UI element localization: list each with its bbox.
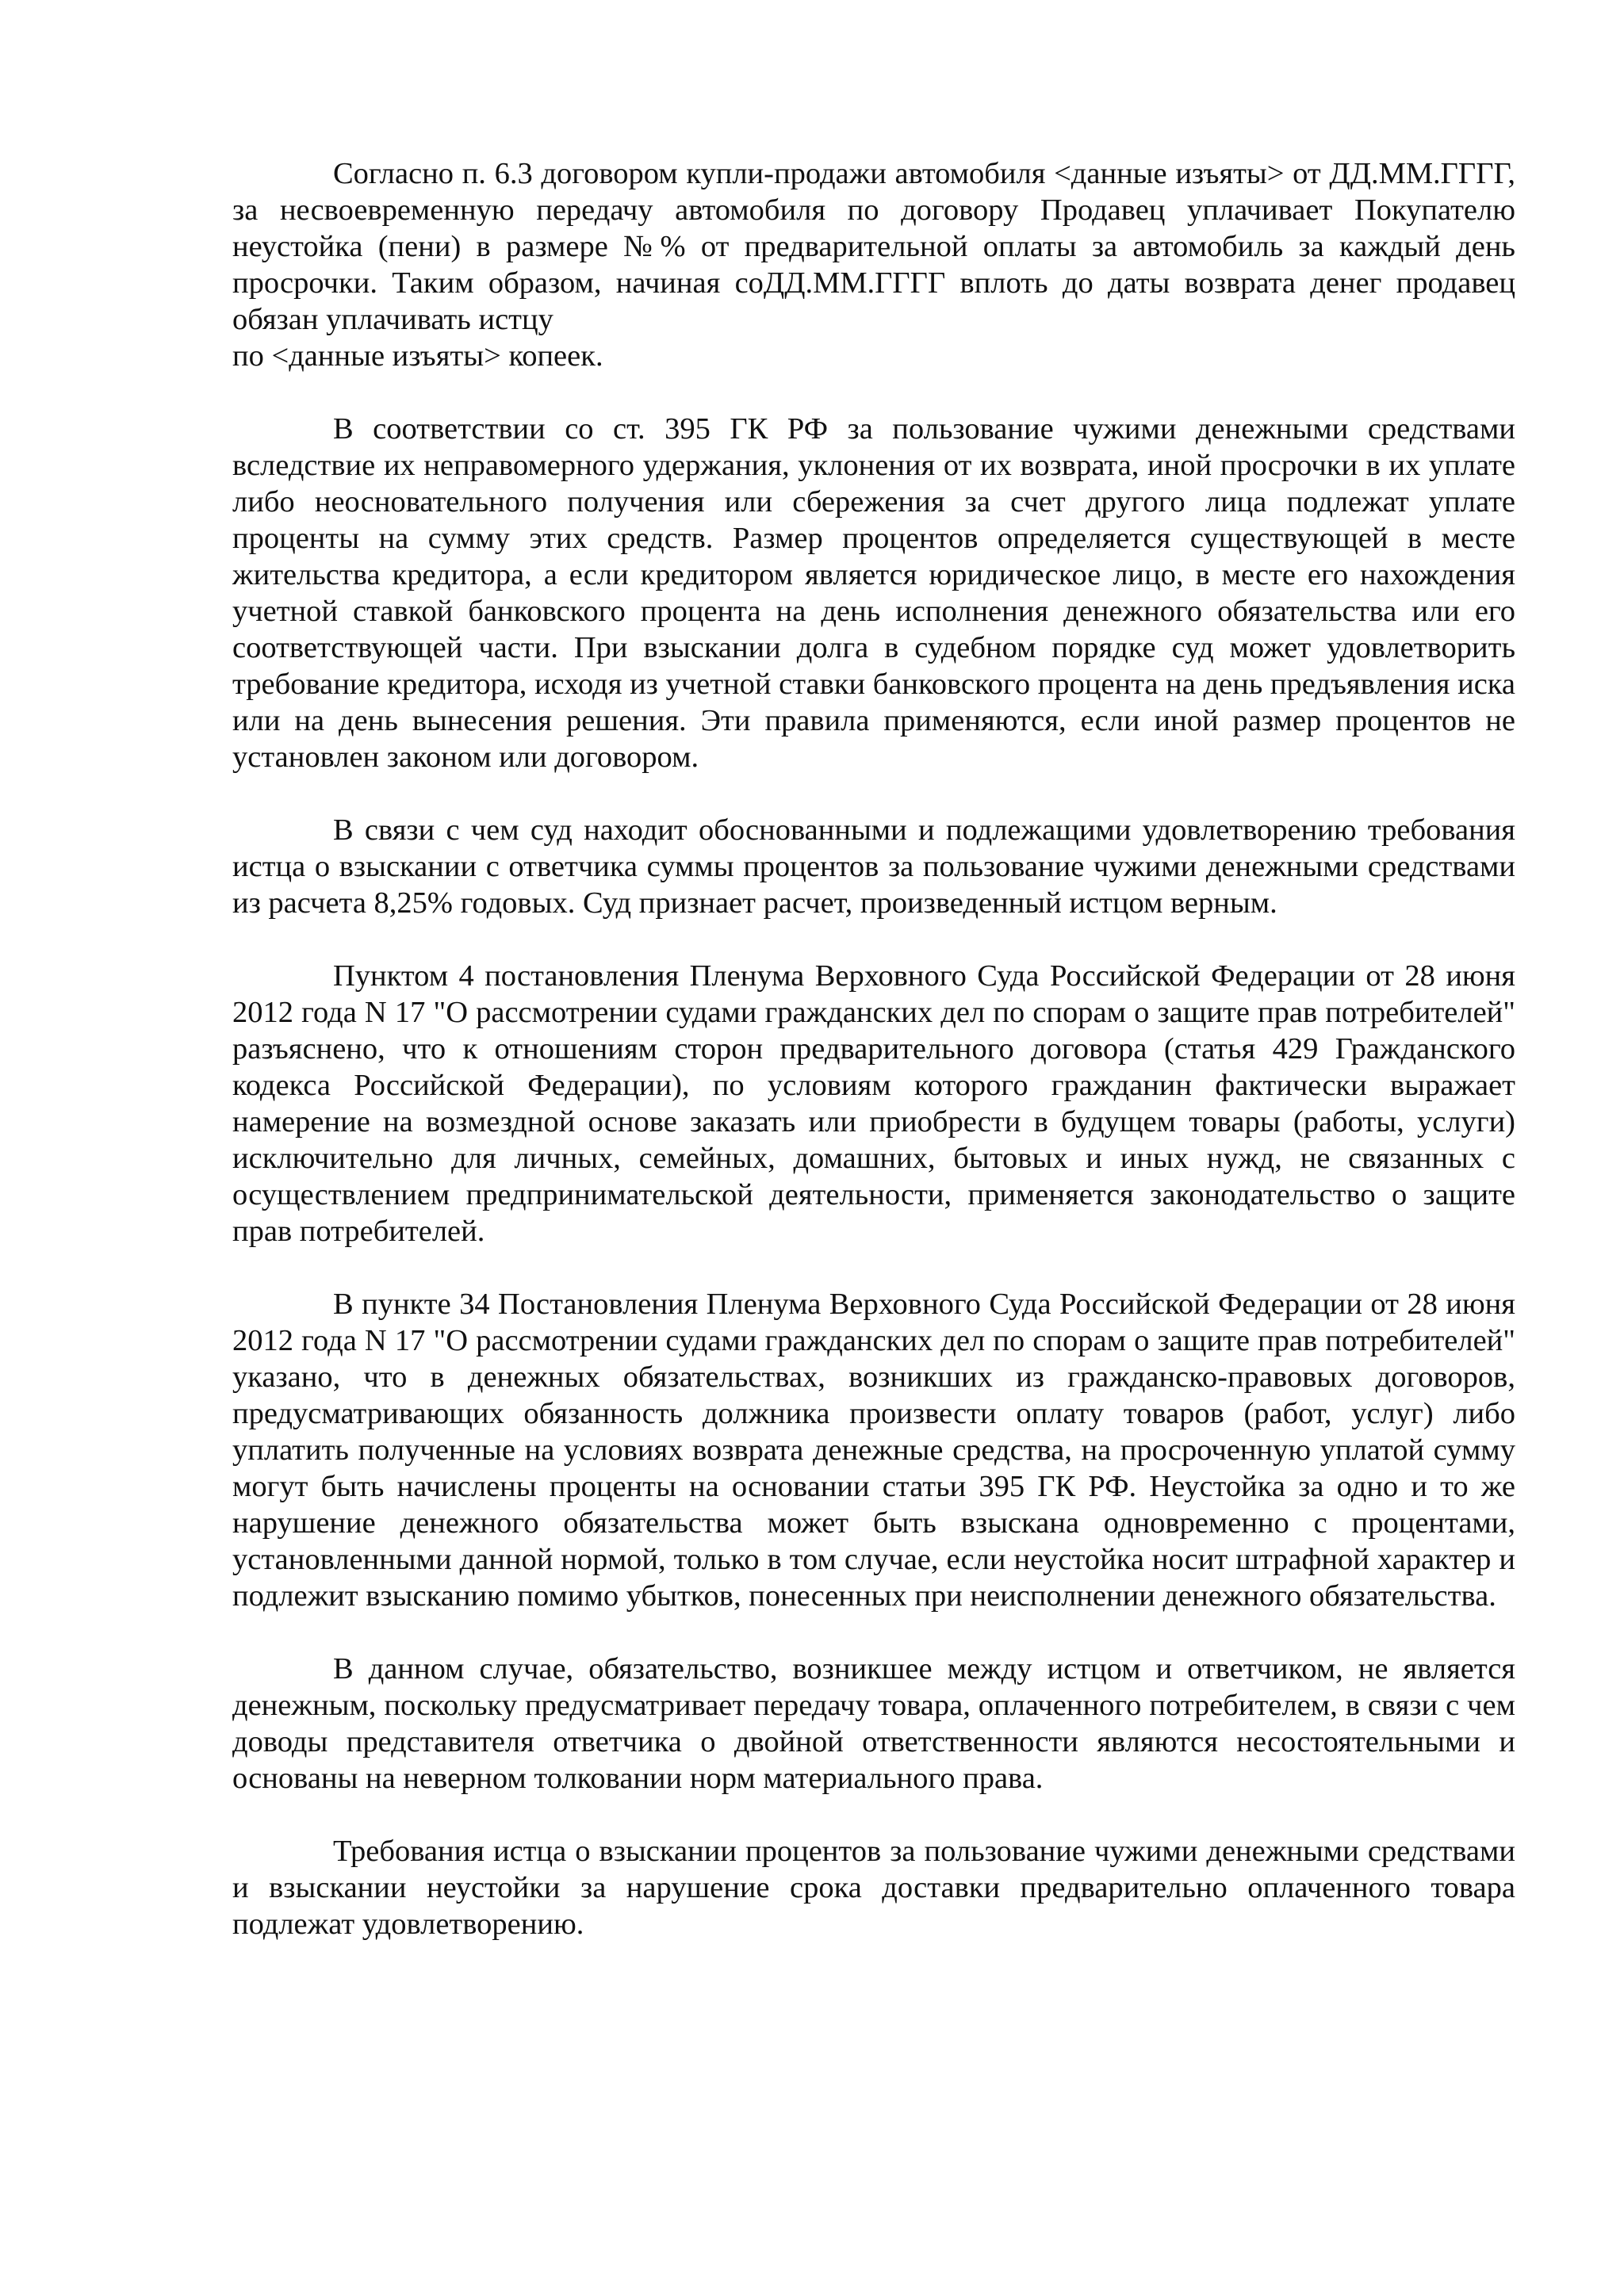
paragraph-obligation-analysis: В данном случае, обязательство, возникшее между истцом и ответчиком, не является денежным, поскольку предусматривает передачу товара, оплаченного потребителем, в связи с чем доводы представителя ответчика о двойной ответственности являются несостоятельными и основаны на неверном толковании норм материального права. bbox=[232, 1652, 1515, 1795]
paragraph-article-395: В соответствии со ст. 395 ГК РФ за пользование чужими денежными средствами вследствие их неправомерного удержания, уклонения от их возврата, иной просрочки в их уплате либо неосновательного получения или сбережения за счет другого лица подлежат уплате проценты на сумму этих средств. Размер процентов определяется существующей в месте жительства кредитора, а если кредитором является юридическое лицо, в месте его нахождения учетной ставкой банковского процента на день исполнения денежного обязательства или его соответствующей части. При взыскании долга в судебном порядке суд может удовлетворить требование кредитора, исходя из учетной ставки банковского процента на день предъявления иска или на день вынесения решения. Эти правила применяются, если иной размер процентов не установлен законом или договором. bbox=[232, 412, 1515, 774]
paragraph-conclusion: Требования истца о взыскании процентов за пользование чужими денежными средствами и взыскании неустойки за нарушение срока доставки предварительно оплаченного товара подлежат удовлетворению. bbox=[232, 1835, 1515, 1941]
paragraph-plenum-point-4: Пунктом 4 постановления Пленума Верховного Суда Российской Федерации от 28 июня 2012 года N 17 "О рассмотрении судами гражданских дел по спорам о защите прав потребителей" разъяснено, что к отношениям сторон предварительного договора (статья 429 Гражданского кодекса Российской Федерации), по условиям которого гражданин фактически выражает намерение на возмездной основе заказать или приобрести в будущем товары (работы, услуги) исключительно для личных, семейных, домашних, бытовых и иных нужд, не связанных с осуществлением предпринимательской деятельности, применяется законодательство о защите прав потребителей. bbox=[232, 959, 1515, 1248]
paragraph-penalty-clause: Согласно п. 6.3 договором купли-продажи автомобиля <данные изъяты> от ДД.ММ.ГГГГ, за несвоевременную передачу автомобиля по договору Продавец уплачивает Покупателю неустойка (пени) в размере №% от предварительной оплаты за автомобиль за каждый день просрочки. Таким образом, начиная соДД.ММ.ГГГГ вплоть до даты возврата денег продавец обязан уплачивать истцу по <данные изъяты> копеек. bbox=[232, 157, 1515, 373]
document-body bbox=[232, 155, 1515, 1942]
paragraph-plenum-point-34: В пункте 34 Постановления Пленума Верховного Суда Российской Федерации от 28 июня 2012 года N 17 "О рассмотрении судами гражданских дел по спорам о защите прав потребителей" указано, что в денежных обязательствах, возникших из гражданско-правовых договоров, предусматривающих обязанность должника произвести оплату товаров (работ, услуг) либо уплатить полученные на условиях возврата денежные средства, на просроченную уплатой сумму могут быть начислены проценты на основании статьи 395 ГК РФ. Неустойка за одно и то же нарушение денежного обязательства может быть взыскана одновременно с процентами, установленными данной нормой, только в том случае, если неустойка носит штрафной характер и подлежит взысканию помимо убытков, понесенных при неисполнении денежного обязательства. bbox=[232, 1288, 1515, 1613]
paragraph-interest-claim: В связи с чем суд находит обоснованными и подлежащими удовлетворению требования истца о взыскании с ответчика суммы процентов за пользование чужими денежными средствами из расчета 8,25% годовых. Суд признает расчет, произведенный истцом верным. bbox=[232, 813, 1515, 920]
